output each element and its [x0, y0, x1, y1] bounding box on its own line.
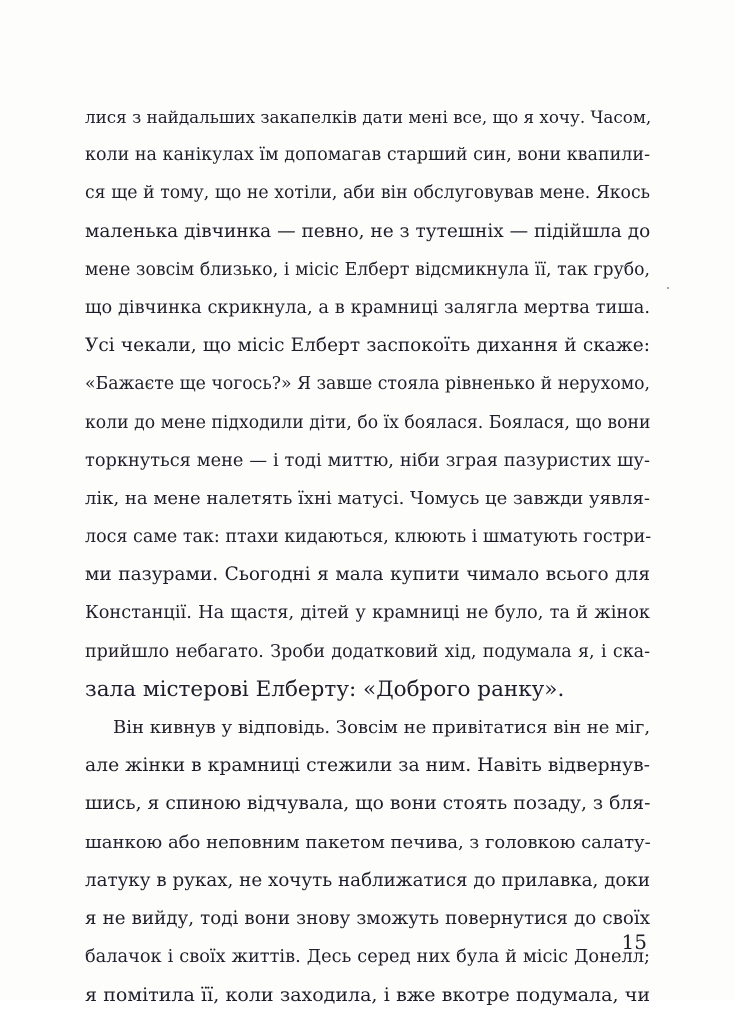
text-line: мене зовсім близько, і місіс Елберт відсмикнула її, так грубо, — [85, 259, 650, 280]
text-line: зала містерові Елберту: «Доброго ранку». — [85, 676, 565, 702]
text-line: коли на канікулах їм допомагав старший син, вони квапили- — [85, 145, 650, 166]
text-line: Він кивнув у відповідь. Зовсім не привітатися він не міг, — [113, 717, 651, 738]
paragraph-2 — [85, 709, 650, 1015]
text-line: але жінки в крамниці стежили за ним. Навіть відвернув- — [85, 755, 650, 777]
scan-speck — [667, 287, 669, 289]
text-line: Усі чекали, що місіс Елберт заспокоїть дихання й скаже: — [85, 335, 650, 357]
paragraph-1 — [85, 98, 650, 709]
text-line: Констанції. На щастя, дітей у крамниці не було, та й жінок — [85, 603, 650, 624]
text-line: маленька дівчинка — певно, не з тутешніх — підійшла до — [85, 220, 651, 242]
text-line: ся ще й тому, що не хотіли, аби він обслуговував мене. Якось — [85, 183, 650, 204]
text-line: «Бажаєте ще чогось?» Я завше стояла рівненько й нерухомо, — [85, 374, 650, 395]
text-line: я помітила її, коли заходила, і вже вкотре подумала, чи — [85, 984, 650, 1007]
text-line: лік, на мене налетять їхні матусі. Чомусь це завжди уявля- — [85, 487, 650, 509]
text-line: що дівчинка скрикнула, а в крамниці залягла мертва тиша. — [85, 297, 650, 318]
text-line: балачок і своїх життів. Десь серед них була й місіс Донелл; — [85, 947, 650, 968]
body-text — [85, 98, 650, 1015]
text-line: прийшло небагато. Зроби додатковий хід, подумала я, і ска- — [85, 641, 650, 662]
text-line: лося саме так: птахи кидаються, клюють і шматують гостри- — [85, 527, 652, 548]
text-line: коли до мене підходили діти, бо їх боялася. Боялася, що вони — [85, 412, 651, 433]
text-line: шанкою або неповним пакетом печива, з головкою салату- — [85, 831, 651, 853]
text-line: я не вийду, тоді вони знову зможуть повернутися до своїх — [85, 907, 650, 929]
text-line: лися з найдальших закапелків дати мені все, що я хочу. Часом, — [85, 107, 652, 127]
text-line: ми пазурами. Сьогодні я мала купити чимало всього для — [85, 564, 650, 586]
page-number: 15 — [621, 930, 647, 954]
text-line: шись, я спиною відчувала, що вони стоять позаду, з бля- — [85, 793, 651, 815]
text-line: торкнуться мене — і тоді миттю, ніби зграя пазуристих шу- — [85, 450, 650, 471]
text-line: латуку в руках, не хочуть наближатися до прилавка, доки — [85, 869, 650, 891]
